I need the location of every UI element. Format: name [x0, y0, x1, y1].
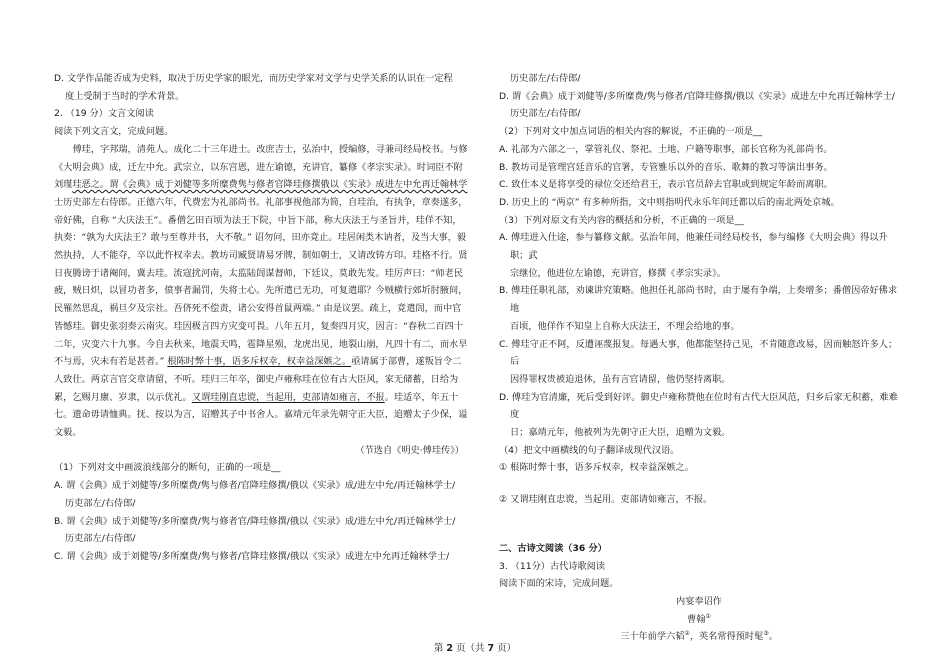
underlined-sentence-2b: 用，吏部请如雍言，不报: [283, 391, 385, 403]
q1-option-c: C. 谓《会典》成于刘健等/多所糜费/隽与修者/官降珪修撰/俄以《实录》成进左中允再迁翰林学士/: [54, 550, 450, 562]
q1-option-d: D. 谓《会典》成于刘健等/多所糜费/隽与修者/官降珪修撰/俄以《实录》成进左中允再迁翰林学士/ 历史部左/右侍郎/: [499, 90, 895, 120]
page-total: 7: [487, 643, 495, 654]
question-1-stem: （1）下列对文中画波浪线部分的断句，正确的一项是__: [54, 462, 281, 474]
option-d-prev: D. 文学作品能否成为史料，取决于历史学家的眼光，而历史学家对文学与史学关系的认识在一定程 度上受制于当时的学术背景。: [54, 73, 453, 102]
q2-option-a: A. 礼部为六部之一，掌管礼仪、祭祀、土地、户籍等职事，部长官称为礼部尚书。: [499, 143, 833, 155]
q1-option-c-cont: 历史部左/右侍郎/: [510, 73, 581, 84]
passage: 傅珪，字邦瑞，清苑人。成化二十三年进士。改庶吉士，弘治中，授编修，寻兼司经局校书。与修《大明会典》成，迁左中允。武宗立，以东宫恩，进左谕德，充讲官，纂修《孝宗实录》。时词臣不附刘瑾珪恶之。谓《会典》成于刘健等多所糜费隽与修者官降珪修撰俄以《实录》成进左中允再迁翰林学士历史部左右侍郎。正德六年，代费宏为礼部尚书。礼部事视他部为简，自珪治，有执争，章奏遂多，帝好佛，自称 “大庆法王”。番僧乞田百顷为法王下院，中旨下部，称大庆法王与圣旨并，珪佯不知，执奏：“孰为大庆法王？敢与至尊并书，大不敬。” 诏勿问，田亦竟止。珪居闲类木讷者，及当大事，毅然执持，人不能夺，卒以此忤权幸去。教坊司臧贤请易牙牌，制如朝士，又请改铸方印。珪格不行。贤日夜腾谤于诸阉间，冀去珪。流寇扰河南，太监陆訚谋督师，下廷议，莫敢先发。珪厉声曰：“师老民疲，贼日炽，以冒功者多，偾事者漏罚，失将士心。先所遣已无功，可复遣耶？今贼横行郊圻肘腋间，民罹然思乱，祸旦夕及宗社。吾侪死不偿责，诸公安得首鼠两端。” 由是议罢。疏上，竟遣訚，而中官皆憾珪。御史张羽奏云南灾。珪因极言四方灾变可畏。八年五月，复奏四月灾，因言：“春秋二百四十二年，灾变六十九事。今自去秋来，地震天鸣，雹降星殒，龙虎出见，地裂山崩，凡四十有二，而水旱不与焉，灾未有若是甚者。” 根陈时弊十事，语多斥权幸，权幸益深嫉之。亟请属于部曹，遂叛旨令二人致仕。两京言官交章请留，不听。珪归三年卒，御史卢雍称珪在位有古大臣风，家无储蓄，日给为累，乞赐月廪、岁隶，以示优礼。又谓珪刚直忠谠，当起用，吏部请如雍言，不报。珪适卒，年五十七。遗命毋请恤典。抚、按以为言，诏赠其子中书舍人。嘉靖元年录先朝守正大臣，追赠太子少保，谥文毅。: [54, 143, 468, 439]
question-2-title: 2. （19 分）文言文阅读: [54, 108, 154, 120]
poem-author: 曹翰①: [687, 612, 711, 625]
page-footer: 第 2 页（共 7 页）: [433, 643, 517, 654]
q2-option-c: C. 致仕本义是将享受的禄位交还给君王，表示官员辞去官职或到规定年龄而离职。: [499, 179, 833, 191]
right-column: [499, 70, 899, 646]
q1-option-a: A. 谓《会典》成于刘健等/多所糜费/隽与修者/官降珪修撰/俄以《实录》成/进左中允/再迁翰林学士/ 历吏部左/右侍郎/: [54, 480, 456, 509]
q2-option-d: D. 历史上的 “两京” 有多种所指，文中则指明代永乐年间迁都以后的南北两处京城。: [499, 196, 840, 208]
page-number: 2: [446, 643, 453, 654]
question-3-stem: （3）下列对原文有关内容的概括和分析，不正确的一项是__: [499, 214, 744, 226]
underlined-sentence-2a: 又谓珪刚直忠谠，当起: [191, 391, 284, 403]
poem-line: 三十年前学六韬②，英名常得预时髦③。: [620, 630, 778, 643]
question-3-title: 3. （11分）古代诗歌阅读: [499, 560, 606, 572]
passage-source: （节选自《明史·傅珪传》）: [355, 444, 464, 456]
underlined-sentence-1: 根陈时弊十事，语多斥权幸，权幸益深嫉之。: [167, 356, 352, 368]
q3-option-c: C. 傅珪守正不阿，反遭诬蔑报复。每遇大事，他都能坚持己见，不肯随意改易，因而触怒许多人；后 因得罪权贵被迫退休，虽有言官请留，他仍坚持离职。: [499, 338, 898, 385]
question-4-stem: （4）把文中画横线的句子翻译成现代汉语。: [499, 444, 680, 456]
question-2-stem: （2）下列对文中加点词语的相关内容的解说，不正确的一项是__: [499, 126, 763, 138]
q4-item-2: ② 又谓珪刚直忠谠，当起用。吏部请如雍言，不报。: [499, 494, 713, 506]
section-2-heading: 二、古诗文阅读（36 分）: [499, 542, 607, 554]
poem-title: 内宴奉诏作: [676, 595, 722, 607]
q3-option-a: A. 傅珪进入仕途，参与纂修文献。弘治年间，他兼任司经局校书，参与编修《大明会典》得以升职；武 宗继位，他进位左谕德，充讲官，修撰《孝宗实录》。: [499, 232, 888, 279]
q1-option-b: B. 谓《会典》成于刘健等/多所糜费/隽与修者官/降珪修撰/俄以《实录》成/进左中允/再迁翰林学士/ 历吏部左/右侍郎/: [54, 515, 456, 545]
q4-item-1: ① 根陈时弊十事，语多斥权幸，权幸益深嫉之。: [499, 462, 694, 474]
q3-option-b: B. 傅珪任职礼部，劝谏讲究策略。他担任礼部尚书时，由于屡有争端，上奏增多；番僧因帝好佛求地 百顷，他佯作不知皇上自称大庆法王，不理会给地的事。: [499, 285, 898, 332]
question-3-intro: 阅读下面的宋诗，完成问题。: [499, 578, 619, 590]
question-2-intro: 阅读下列文言文，完成问题。: [54, 126, 174, 138]
left-column: [54, 70, 470, 566]
q2-option-b: B. 教坊司是管理宫廷音乐的官署，专管雅乐以外的音乐、歌舞的教习等演出事务。: [499, 161, 833, 173]
q3-option-d: D. 傅珪为官清廉，死后受到好评。御史卢雍称赞他在位时有古代大臣风范，归乡后家无积蓄，难难度 日；嘉靖元年，他被列为先朝守正大臣，追赠为文毅。: [499, 391, 898, 439]
